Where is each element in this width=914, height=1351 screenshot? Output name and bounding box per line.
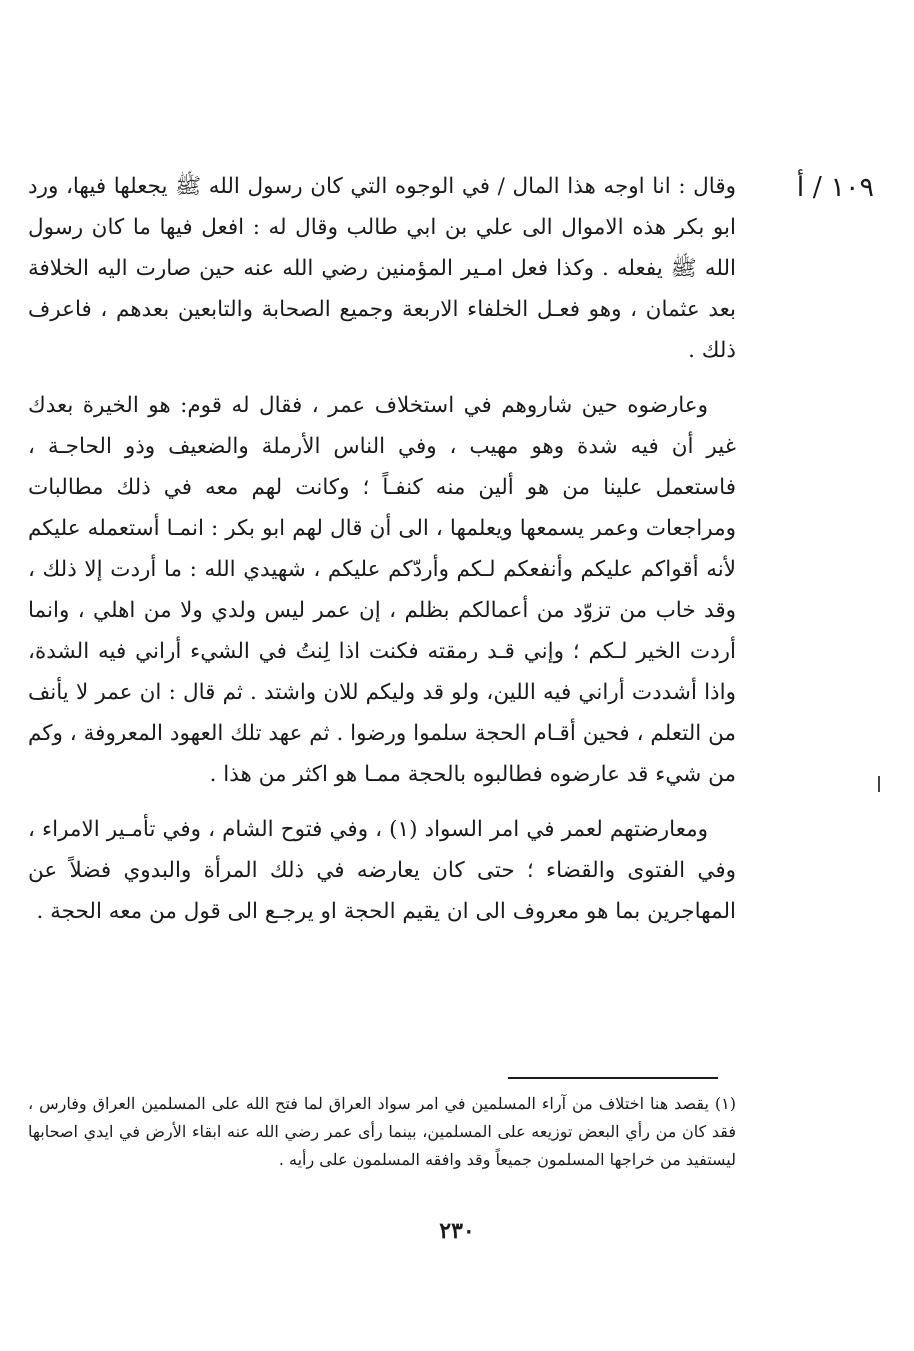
- paragraph-1: وقال : انا اوجه هذا المال / في الوجوه التي كان رسول الله ﷺ يجعلها فيها، ورد ابو بكر هذه الاموال الى علي بن ابي طالب وقال له : افعل فيها ما كان رسول الله ﷺ يفعله . وكذا فعل امـير المؤمنين رضي الله عنه حين صارت اليه الخلافة بعد عثمان ، وهو فعـل الخلفاء الاربعة وجميع الصحابة والتابعين بعدهم ، فاعرف ذلك .: [28, 174, 736, 363]
- margin-mark: [878, 776, 880, 792]
- paragraph-2: وعارضوه حين شاروهم في استخلاف عمر ، فقال له قوم: هو الخيرة بعدك غير أن فيه شدة وهو مهيب ، وفي الناس الأرملة والضعيف وذو الحاجـة ، فاستعمل علينا من هو ألين منه كنفـاً ؛ وكانت لهم معه في ذلك مطالبات ومراجعات وعمر يسمعها ويعلمها ، الى أن قال لهم ابو بكر : انمـا أستعمله عليكم لأنه أقواكم عليكم وأنفعكم لـكم وأردّكم عليكم ، شهيدي الله : ما أردت إلا ذلك ، وقد خاب من تزوّد من أعمالكم بظلم ، إن عمر ليس ولدي ولا من اهلي ، وانما أردت الخير لـكم ؛ وإني قـد رمقته فكنت اذا لِنتُ في الشيء أراني فيه الشدة، واذا أشددت أراني فيه اللين، ولو قد وليكم للان واشتد . ثم قال : ان عمر لا يأنف من التعلم ، فحين أقـام الحجة سلموا ورضوا . ثم عهد تلك العهود المعروفة ، وكم من شيء قد عارضوه فطالبوه بالحجة ممـا هو اكثر من هذا .: [28, 393, 736, 787]
- footnote-divider: [508, 1077, 718, 1079]
- page-number: ٢٣٠: [439, 1218, 475, 1244]
- folio-margin-note: ١٠٩ / أ: [796, 172, 874, 203]
- paragraph-3: ومعارضتهم لعمر في امر السواد (١) ، وفي فتوح الشام ، وفي تأمـير الامراء ، وفي الفتوى والقضاء ؛ حتى كان يعارضه في ذلك المرأة والبدوي فضلاً عن المهاجرين بما هو معروف الى ان يقيم الحجة او يرجـع الى قول من معه الحجة .: [28, 817, 736, 924]
- footnote: (١) يقصد هنا اختلاف من آراء المسلمين في امر سواد العراق لما فتح الله على المسلمين العراق وفارس ، فقد كان من رأي البعض توزيعه على المسلمين، بينما رأى عمر رضي الله عنه ابقاء الأرض في ايدي اصحابها ليستفيد من خراجها المسلمون جميعاً وقد وافقه المسلمون على رأيه .: [28, 1094, 737, 1169]
- main-text: [28, 166, 736, 946]
